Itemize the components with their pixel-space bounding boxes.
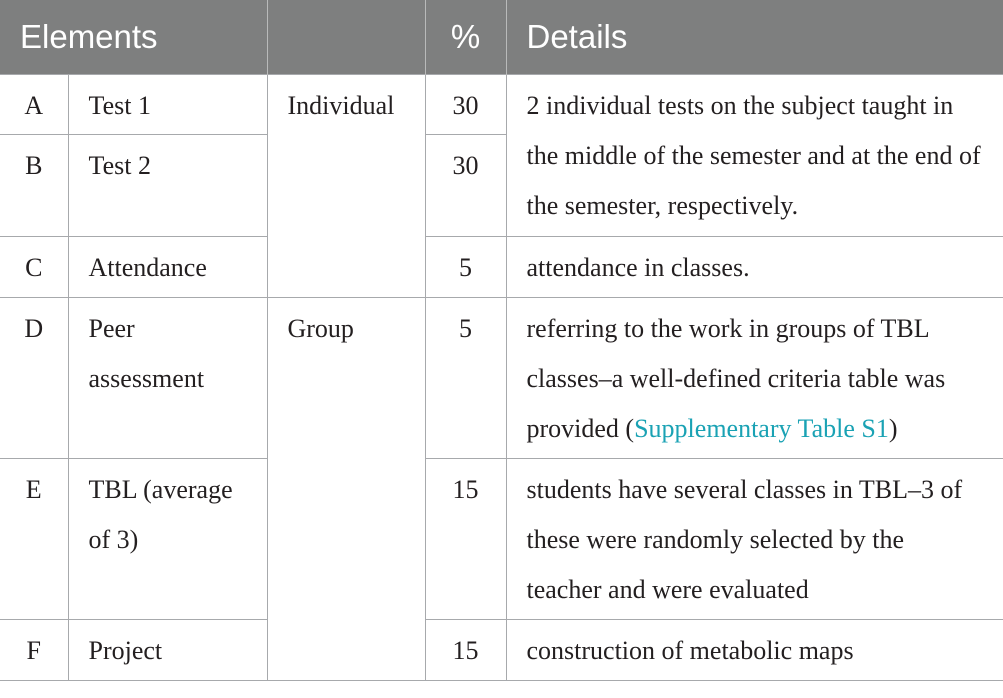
row-element: Attendance <box>68 237 267 298</box>
header-details: Details <box>506 0 1003 75</box>
table-header <box>0 0 1003 75</box>
row-details: 2 individual tests on the subject taught in the middle of the semester and at the end of the semester, respectively. <box>506 75 1003 237</box>
row-letter: B <box>0 135 68 237</box>
details-text-end: ) <box>888 414 898 443</box>
row-element: Test 1 <box>68 75 267 135</box>
row-type: Individual <box>267 75 425 298</box>
row-details <box>506 298 1003 459</box>
table-row <box>0 75 1003 135</box>
row-percent: 30 <box>425 75 506 135</box>
details-text: referring to the work in groups of TBL classes–a well-defined criteria table was provided ( <box>526 314 946 443</box>
row-type: Group <box>267 298 425 681</box>
row-details: construction of metabolic maps <box>506 620 1003 681</box>
row-letter: C <box>0 237 68 298</box>
header-elements: Elements <box>0 0 267 75</box>
row-element: Test 2 <box>68 135 267 237</box>
table-row <box>0 620 1003 681</box>
row-percent: 30 <box>425 135 506 237</box>
row-element: TBL (average of 3) <box>68 459 267 620</box>
row-percent: 15 <box>425 459 506 620</box>
header-type <box>267 0 425 75</box>
row-letter: E <box>0 459 68 620</box>
row-letter: A <box>0 75 68 135</box>
row-percent: 5 <box>425 298 506 459</box>
row-percent: 15 <box>425 620 506 681</box>
row-element: Project <box>68 620 267 681</box>
row-percent: 5 <box>425 237 506 298</box>
table-row <box>0 298 1003 459</box>
row-letter: F <box>0 620 68 681</box>
supplementary-table-link[interactable]: Supplementary Table S1 <box>634 414 889 443</box>
row-letter: D <box>0 298 68 459</box>
row-details: attendance in classes. <box>506 237 1003 298</box>
table-row <box>0 237 1003 298</box>
row-details: students have several classes in TBL–3 of these were randomly selected by the teacher and were evaluated <box>506 459 1003 620</box>
header-percent: % <box>425 0 506 75</box>
table-row <box>0 459 1003 620</box>
row-element: Peer assessment <box>68 298 267 459</box>
